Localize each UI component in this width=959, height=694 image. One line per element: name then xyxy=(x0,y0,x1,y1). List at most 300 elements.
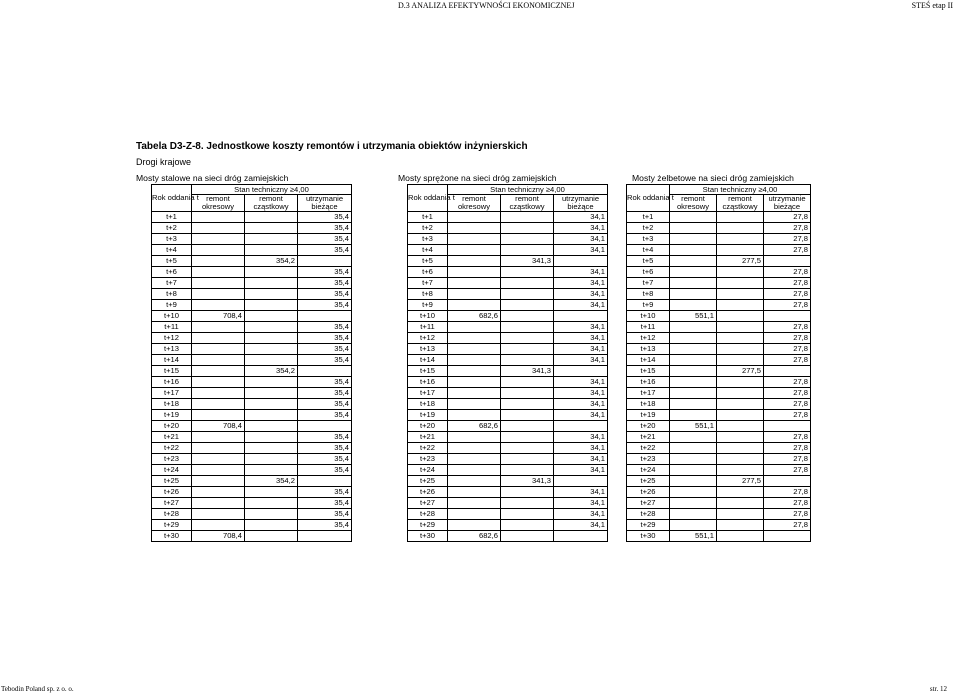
periodic-repair-cell xyxy=(448,443,501,454)
periodic-repair-cell xyxy=(670,289,717,300)
maintenance-cell: 27,8 xyxy=(764,333,811,344)
year-cell: t+8 xyxy=(627,289,670,300)
partial-repair-cell xyxy=(717,300,764,311)
year-cell: t+16 xyxy=(408,377,448,388)
partial-repair-cell xyxy=(717,487,764,498)
year-cell: t+4 xyxy=(152,245,192,256)
maintenance-cell xyxy=(764,476,811,487)
table-row xyxy=(152,498,352,509)
partial-repair-cell xyxy=(245,531,298,542)
table-row xyxy=(627,245,811,256)
table-row xyxy=(152,476,352,487)
partial-repair-cell xyxy=(501,278,554,289)
maintenance-cell: 34,1 xyxy=(554,465,608,476)
maintenance-header: utrzymanie bieżące xyxy=(298,195,352,212)
partial-repair-cell xyxy=(717,432,764,443)
year-cell: t+25 xyxy=(152,476,192,487)
periodic-repair-cell xyxy=(448,454,501,465)
year-cell: t+2 xyxy=(408,223,448,234)
partial-repair-cell xyxy=(501,531,554,542)
periodic-repair-cell xyxy=(448,333,501,344)
maintenance-cell: 34,1 xyxy=(554,267,608,278)
year-cell: t+28 xyxy=(627,509,670,520)
periodic-repair-cell xyxy=(448,432,501,443)
maintenance-cell: 35,4 xyxy=(298,333,352,344)
partial-repair-cell xyxy=(501,443,554,454)
partial-repair-cell xyxy=(501,487,554,498)
partial-repair-cell xyxy=(717,278,764,289)
periodic-repair-cell xyxy=(670,498,717,509)
periodic-repair-cell xyxy=(448,289,501,300)
periodic-repair-cell xyxy=(448,520,501,531)
year-cell: t+12 xyxy=(152,333,192,344)
maintenance-cell: 35,4 xyxy=(298,245,352,256)
year-cell: t+24 xyxy=(408,465,448,476)
table-caption-steel: Mosty stalowe na sieci dróg zamiejskich xyxy=(136,173,289,183)
footer-page-number: str. 12 xyxy=(929,685,947,693)
periodic-repair-cell xyxy=(192,355,245,366)
maintenance-cell: 34,1 xyxy=(554,355,608,366)
periodic-repair-cell xyxy=(670,432,717,443)
year-cell: t+6 xyxy=(152,267,192,278)
partial-repair-cell xyxy=(245,289,298,300)
periodic-repair-cell xyxy=(448,410,501,421)
table-row xyxy=(152,212,352,223)
partial-repair-cell: 277,5 xyxy=(717,476,764,487)
partial-repair-cell xyxy=(501,245,554,256)
periodic-repair-cell xyxy=(670,234,717,245)
table-row xyxy=(408,410,608,421)
periodic-repair-cell xyxy=(192,322,245,333)
year-cell: t+12 xyxy=(627,333,670,344)
table-row xyxy=(152,355,352,366)
maintenance-cell: 34,1 xyxy=(554,388,608,399)
periodic-repair-cell xyxy=(192,234,245,245)
maintenance-cell: 34,1 xyxy=(554,432,608,443)
periodic-repair-header: remont okresowy xyxy=(448,195,501,212)
maintenance-cell: 35,4 xyxy=(298,322,352,333)
table-row xyxy=(408,388,608,399)
partial-repair-cell: 354,2 xyxy=(245,366,298,377)
periodic-repair-cell xyxy=(192,454,245,465)
maintenance-cell: 35,4 xyxy=(298,344,352,355)
periodic-repair-cell xyxy=(670,509,717,520)
maintenance-cell xyxy=(298,311,352,322)
maintenance-cell: 34,1 xyxy=(554,377,608,388)
periodic-repair-cell xyxy=(670,322,717,333)
table-row xyxy=(627,465,811,476)
maintenance-cell: 35,4 xyxy=(298,212,352,223)
partial-repair-cell: 354,2 xyxy=(245,256,298,267)
cost-table-reinforced xyxy=(626,184,811,542)
partial-repair-cell xyxy=(245,454,298,465)
table-row xyxy=(627,256,811,267)
year-cell: t+11 xyxy=(627,322,670,333)
table-row xyxy=(627,498,811,509)
partial-repair-cell xyxy=(245,432,298,443)
year-cell: t+30 xyxy=(152,531,192,542)
periodic-repair-cell xyxy=(670,388,717,399)
table-caption-prestressed: Mosty sprężone na sieci dróg zamiejskich xyxy=(398,173,557,183)
maintenance-cell: 34,1 xyxy=(554,487,608,498)
maintenance-cell: 35,4 xyxy=(298,509,352,520)
partial-repair-cell: 341,3 xyxy=(501,476,554,487)
table-row xyxy=(408,498,608,509)
periodic-repair-cell xyxy=(192,377,245,388)
periodic-repair-cell xyxy=(192,289,245,300)
maintenance-cell: 27,8 xyxy=(764,432,811,443)
year-cell: t+13 xyxy=(627,344,670,355)
year-cell: t+24 xyxy=(627,465,670,476)
maintenance-cell: 27,8 xyxy=(764,267,811,278)
maintenance-cell xyxy=(298,476,352,487)
periodic-repair-cell: 682,6 xyxy=(448,421,501,432)
condition-header: Stan techniczny ≥4,00 xyxy=(448,185,608,195)
year-cell: t+3 xyxy=(627,234,670,245)
periodic-repair-cell xyxy=(192,256,245,267)
maintenance-cell xyxy=(298,421,352,432)
year-cell: t+15 xyxy=(627,366,670,377)
table-row xyxy=(152,344,352,355)
maintenance-cell: 35,4 xyxy=(298,498,352,509)
periodic-repair-cell xyxy=(448,300,501,311)
table-row xyxy=(627,289,811,300)
periodic-repair-cell xyxy=(192,300,245,311)
table-row xyxy=(627,509,811,520)
periodic-repair-cell xyxy=(192,333,245,344)
partial-repair-cell xyxy=(717,322,764,333)
partial-repair-cell xyxy=(717,520,764,531)
periodic-repair-header: remont okresowy xyxy=(670,195,717,212)
year-cell: t+14 xyxy=(627,355,670,366)
year-cell: t+30 xyxy=(408,531,448,542)
partial-repair-cell xyxy=(245,322,298,333)
partial-repair-cell xyxy=(717,289,764,300)
periodic-repair-cell xyxy=(192,245,245,256)
maintenance-cell: 27,8 xyxy=(764,443,811,454)
periodic-repair-cell xyxy=(448,366,501,377)
periodic-repair-header: remont okresowy xyxy=(192,195,245,212)
year-header: Rok oddania t xyxy=(408,185,448,212)
maintenance-cell: 35,4 xyxy=(298,278,352,289)
periodic-repair-cell xyxy=(448,245,501,256)
year-cell: t+15 xyxy=(152,366,192,377)
periodic-repair-cell xyxy=(670,520,717,531)
partial-repair-cell: 277,5 xyxy=(717,256,764,267)
table-row xyxy=(627,234,811,245)
partial-repair-cell xyxy=(245,509,298,520)
table-row xyxy=(408,212,608,223)
periodic-repair-cell xyxy=(192,465,245,476)
table-row xyxy=(408,234,608,245)
table-row xyxy=(152,311,352,322)
table-row xyxy=(408,377,608,388)
year-cell: t+22 xyxy=(627,443,670,454)
year-cell: t+5 xyxy=(152,256,192,267)
partial-repair-cell xyxy=(717,234,764,245)
table-row xyxy=(152,399,352,410)
partial-repair-cell xyxy=(245,520,298,531)
table-row xyxy=(152,432,352,443)
periodic-repair-cell xyxy=(192,509,245,520)
partial-repair-header: remont cząstkowy xyxy=(717,195,764,212)
periodic-repair-cell xyxy=(670,300,717,311)
maintenance-cell: 27,8 xyxy=(764,410,811,421)
maintenance-cell: 35,4 xyxy=(298,410,352,421)
maintenance-cell: 35,4 xyxy=(298,388,352,399)
year-cell: t+4 xyxy=(627,245,670,256)
periodic-repair-cell xyxy=(448,355,501,366)
partial-repair-cell xyxy=(245,245,298,256)
maintenance-cell: 35,4 xyxy=(298,399,352,410)
year-cell: t+23 xyxy=(408,454,448,465)
partial-repair-cell xyxy=(501,432,554,443)
partial-repair-cell xyxy=(717,531,764,542)
maintenance-cell: 35,4 xyxy=(298,432,352,443)
table-row xyxy=(627,333,811,344)
maintenance-cell: 34,1 xyxy=(554,443,608,454)
table-row xyxy=(627,454,811,465)
partial-repair-cell: 341,3 xyxy=(501,366,554,377)
periodic-repair-cell xyxy=(192,487,245,498)
maintenance-cell xyxy=(764,531,811,542)
table-body xyxy=(152,212,352,542)
table-row xyxy=(408,476,608,487)
table-row xyxy=(152,487,352,498)
year-cell: t+2 xyxy=(627,223,670,234)
periodic-repair-cell xyxy=(670,245,717,256)
maintenance-cell: 34,1 xyxy=(554,410,608,421)
periodic-repair-cell xyxy=(448,476,501,487)
year-cell: t+7 xyxy=(152,278,192,289)
periodic-repair-cell xyxy=(192,399,245,410)
table-row xyxy=(152,377,352,388)
table-row xyxy=(627,212,811,223)
partial-repair-cell xyxy=(245,223,298,234)
partial-repair-cell xyxy=(245,421,298,432)
partial-repair-cell xyxy=(501,454,554,465)
table-row xyxy=(408,344,608,355)
table-row xyxy=(408,300,608,311)
year-cell: t+27 xyxy=(627,498,670,509)
maintenance-cell: 35,4 xyxy=(298,300,352,311)
maintenance-cell xyxy=(298,256,352,267)
table-row xyxy=(152,421,352,432)
table-row xyxy=(152,289,352,300)
partial-repair-cell xyxy=(501,267,554,278)
maintenance-cell: 35,4 xyxy=(298,454,352,465)
periodic-repair-cell xyxy=(448,465,501,476)
partial-repair-cell xyxy=(717,410,764,421)
partial-repair-cell xyxy=(717,454,764,465)
table-row xyxy=(408,531,608,542)
periodic-repair-cell xyxy=(192,520,245,531)
table-row xyxy=(627,443,811,454)
table-row xyxy=(152,465,352,476)
partial-repair-cell xyxy=(501,333,554,344)
table-row xyxy=(627,476,811,487)
partial-repair-cell xyxy=(501,355,554,366)
year-cell: t+9 xyxy=(152,300,192,311)
maintenance-cell: 34,1 xyxy=(554,498,608,509)
maintenance-cell: 35,4 xyxy=(298,355,352,366)
table-row xyxy=(627,388,811,399)
periodic-repair-cell xyxy=(670,355,717,366)
year-cell: t+26 xyxy=(408,487,448,498)
year-cell: t+23 xyxy=(627,454,670,465)
table-row xyxy=(627,410,811,421)
year-cell: t+5 xyxy=(627,256,670,267)
partial-repair-cell xyxy=(245,278,298,289)
maintenance-header: utrzymanie bieżące xyxy=(764,195,811,212)
maintenance-cell: 27,8 xyxy=(764,355,811,366)
year-cell: t+11 xyxy=(408,322,448,333)
year-cell: t+27 xyxy=(408,498,448,509)
partial-repair-cell xyxy=(245,311,298,322)
maintenance-cell: 35,4 xyxy=(298,520,352,531)
year-cell: t+1 xyxy=(152,212,192,223)
maintenance-cell: 35,4 xyxy=(298,465,352,476)
periodic-repair-cell xyxy=(448,223,501,234)
periodic-repair-cell xyxy=(448,267,501,278)
maintenance-cell: 35,4 xyxy=(298,267,352,278)
year-cell: t+10 xyxy=(627,311,670,322)
year-cell: t+29 xyxy=(408,520,448,531)
table-row xyxy=(408,311,608,322)
year-cell: t+22 xyxy=(408,443,448,454)
periodic-repair-cell xyxy=(670,366,717,377)
maintenance-cell: 34,1 xyxy=(554,322,608,333)
table-row xyxy=(408,223,608,234)
periodic-repair-cell xyxy=(670,278,717,289)
year-cell: t+3 xyxy=(408,234,448,245)
partial-repair-cell xyxy=(501,421,554,432)
periodic-repair-cell xyxy=(192,410,245,421)
periodic-repair-cell xyxy=(192,267,245,278)
maintenance-cell: 35,4 xyxy=(298,289,352,300)
maintenance-cell: 34,1 xyxy=(554,245,608,256)
table-row xyxy=(408,267,608,278)
periodic-repair-cell xyxy=(448,487,501,498)
maintenance-cell: 34,1 xyxy=(554,278,608,289)
table-row xyxy=(152,509,352,520)
periodic-repair-cell xyxy=(448,344,501,355)
table-row xyxy=(152,267,352,278)
periodic-repair-cell: 708,4 xyxy=(192,311,245,322)
year-cell: t+25 xyxy=(627,476,670,487)
partial-repair-cell xyxy=(501,289,554,300)
table-row xyxy=(152,322,352,333)
table-row xyxy=(627,366,811,377)
cost-table-steel xyxy=(151,184,352,542)
year-cell: t+29 xyxy=(152,520,192,531)
year-cell: t+19 xyxy=(408,410,448,421)
year-cell: t+21 xyxy=(152,432,192,443)
table-row xyxy=(408,465,608,476)
table-row xyxy=(408,399,608,410)
year-cell: t+15 xyxy=(408,366,448,377)
partial-repair-cell xyxy=(717,245,764,256)
year-cell: t+1 xyxy=(627,212,670,223)
partial-repair-cell xyxy=(717,421,764,432)
table-row xyxy=(152,234,352,245)
table-row xyxy=(627,432,811,443)
table-row xyxy=(408,454,608,465)
year-cell: t+5 xyxy=(408,256,448,267)
table-row xyxy=(627,322,811,333)
partial-repair-cell xyxy=(717,443,764,454)
year-cell: t+19 xyxy=(627,410,670,421)
table-row xyxy=(408,289,608,300)
partial-repair-cell xyxy=(245,212,298,223)
partial-repair-cell xyxy=(501,223,554,234)
table-row xyxy=(152,520,352,531)
periodic-repair-cell xyxy=(670,267,717,278)
partial-repair-cell xyxy=(245,410,298,421)
year-cell: t+21 xyxy=(408,432,448,443)
periodic-repair-cell xyxy=(448,399,501,410)
table-title: Tabela D3-Z-8. Jednostkowe koszty remontów i utrzymania obiektów inżynierskich xyxy=(136,141,528,152)
year-cell: t+6 xyxy=(627,267,670,278)
periodic-repair-cell xyxy=(670,212,717,223)
partial-repair-cell xyxy=(245,377,298,388)
table-row xyxy=(408,322,608,333)
table-row xyxy=(152,223,352,234)
maintenance-cell: 34,1 xyxy=(554,234,608,245)
periodic-repair-cell xyxy=(192,344,245,355)
maintenance-cell: 34,1 xyxy=(554,223,608,234)
table-row xyxy=(627,399,811,410)
table-row xyxy=(152,454,352,465)
table-row xyxy=(152,366,352,377)
year-cell: t+18 xyxy=(627,399,670,410)
year-cell: t+19 xyxy=(152,410,192,421)
periodic-repair-cell xyxy=(670,465,717,476)
year-header: Rok oddania t xyxy=(152,185,192,212)
partial-repair-cell xyxy=(717,344,764,355)
year-cell: t+23 xyxy=(152,454,192,465)
table-row xyxy=(408,443,608,454)
year-cell: t+18 xyxy=(152,399,192,410)
partial-repair-cell xyxy=(501,311,554,322)
partial-repair-cell xyxy=(717,355,764,366)
year-cell: t+11 xyxy=(152,322,192,333)
partial-repair-cell xyxy=(245,344,298,355)
maintenance-cell: 35,4 xyxy=(298,234,352,245)
table-row xyxy=(152,410,352,421)
partial-repair-cell xyxy=(717,498,764,509)
partial-repair-cell xyxy=(501,344,554,355)
year-cell: t+7 xyxy=(627,278,670,289)
periodic-repair-cell: 551,1 xyxy=(670,311,717,322)
maintenance-cell: 27,8 xyxy=(764,377,811,388)
periodic-repair-cell xyxy=(192,476,245,487)
maintenance-cell: 27,8 xyxy=(764,289,811,300)
document-section-header: D.3 ANALIZA EFEKTYWNOŚCI EKONOMICZNEJ xyxy=(398,1,575,10)
table-row xyxy=(408,487,608,498)
table-row xyxy=(627,520,811,531)
maintenance-cell: 34,1 xyxy=(554,212,608,223)
table-row xyxy=(627,377,811,388)
periodic-repair-cell xyxy=(670,399,717,410)
partial-repair-cell xyxy=(245,234,298,245)
year-cell: t+13 xyxy=(408,344,448,355)
partial-repair-cell xyxy=(245,300,298,311)
partial-repair-cell xyxy=(245,443,298,454)
partial-repair-cell xyxy=(245,399,298,410)
table-subtitle: Drogi krajowe xyxy=(136,157,192,167)
maintenance-cell: 27,8 xyxy=(764,465,811,476)
